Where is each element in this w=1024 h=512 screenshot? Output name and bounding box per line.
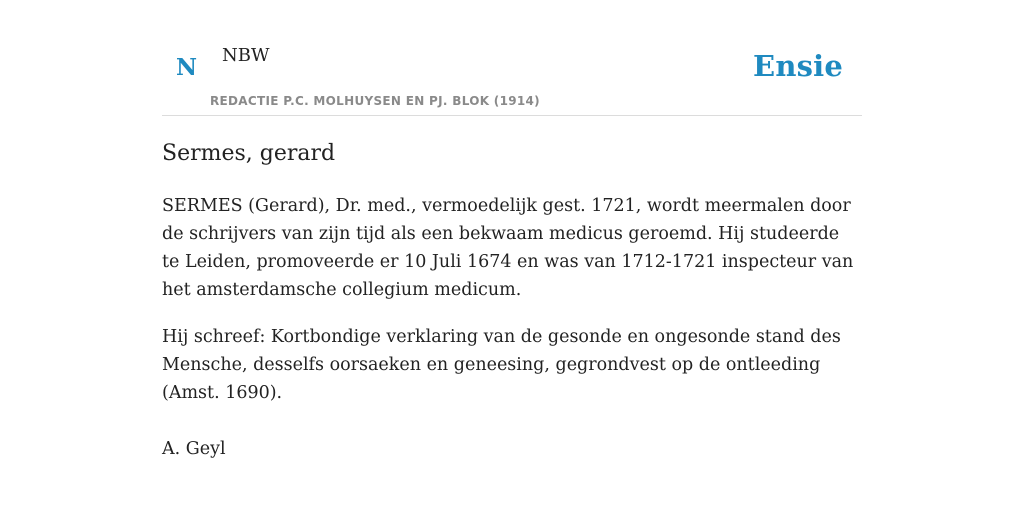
article-card: [162, 0, 862, 459]
article-header: [162, 0, 862, 116]
article-author: A. Geyl: [162, 439, 226, 459]
source-credit: REDACTIE P.C. MOLHUYSEN EN PJ. BLOK (1914): [210, 94, 540, 108]
article-paragraph-1: SERMES (Gerard), Dr. med., vermoedelijk gest. 1721, wordt meermalen door de schrijvers van zijn tijd als een bekwaam medicus geroemd. Hij studeerde te Leiden, promoveerde er 10 Juli 1674 en was van 1712-1721 inspecteur van het amsterdamsche collegium medicum.: [162, 196, 854, 300]
source-logo[interactable]: N: [176, 54, 198, 81]
ensie-logo[interactable]: Ensie: [753, 49, 843, 83]
article-title: Sermes, gerard: [162, 141, 336, 166]
article-body: [162, 192, 862, 426]
article-paragraph-2: Hij schreef: Kortbondige verklaring van de gesonde en ongesonde stand des Mensche, desselfs oorsaeken en geneesing, gegrondvest op de ontleeding (Amst. 1690).: [162, 327, 841, 403]
source-name[interactable]: NBW: [222, 45, 270, 66]
